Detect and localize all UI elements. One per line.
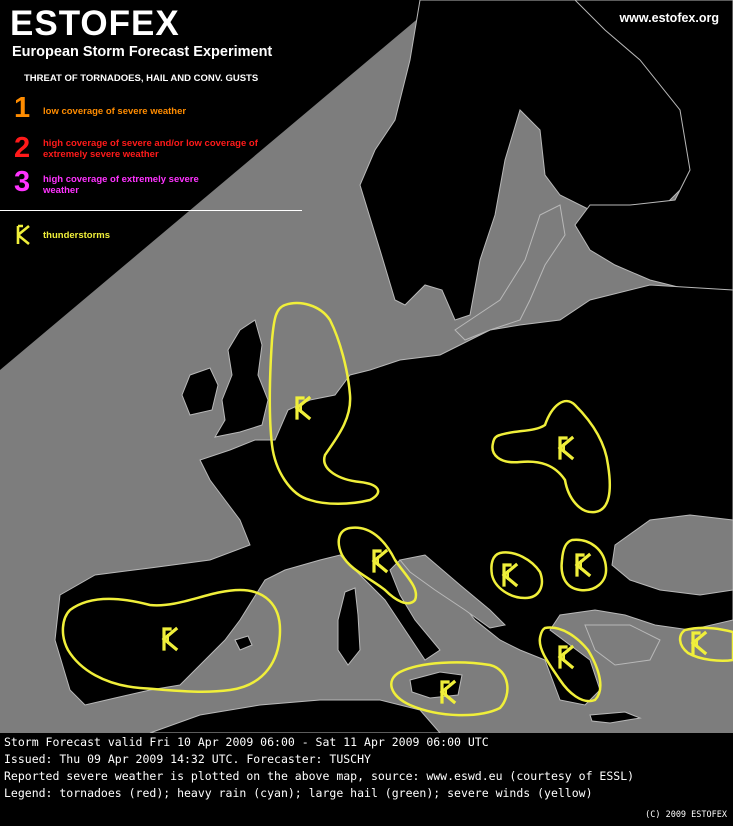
- thunderstorm-k-icon: [693, 633, 705, 653]
- legend-heading: THREAT OF TORNADOES, HAIL AND CONV. GUSTS: [24, 73, 259, 84]
- land-mallorca: [235, 636, 252, 650]
- level-1-number: 1: [14, 92, 31, 124]
- land-britain: [215, 320, 268, 437]
- land-corsica-sardinia: [338, 588, 360, 665]
- forecast-footer: [0, 733, 733, 826]
- thunderstorm-k-icon: [14, 224, 34, 246]
- land-crete: [590, 712, 640, 723]
- level-2-description: high coverage of severe and/or low coverage of extremely severe weather: [43, 138, 258, 160]
- land-ireland: [182, 368, 218, 415]
- level-2-number: 2: [14, 132, 31, 164]
- legend-colors: Legend: tornadoes (red); heavy rain (cyan); large hail (green); severe winds (yellow): [4, 786, 593, 800]
- copyright: (C) 2009 ESTOFEX: [645, 810, 727, 820]
- land-sicily: [410, 672, 462, 698]
- land-africa: [150, 700, 440, 733]
- legend-divider: [0, 210, 302, 211]
- valid-period: Storm Forecast valid Fri 10 Apr 2009 06:00 - Sat 11 Apr 2009 06:00 UTC: [4, 735, 489, 749]
- thunderstorm-legend-label: thunderstorms: [43, 230, 111, 241]
- site-url[interactable]: www.estofex.org: [619, 11, 719, 25]
- level-3-description: high coverage of extremely severe weather: [43, 174, 199, 196]
- level-1-description: low coverage of severe weather: [43, 106, 187, 117]
- issued-info: Issued: Thu 09 Apr 2009 14:32 UTC. Forecaster: TUSCHY: [4, 752, 371, 766]
- level-3-number: 3: [14, 166, 31, 198]
- brand-title: ESTOFEX: [10, 4, 180, 43]
- reports-source: Reported severe weather is plotted on the above map, source: www.eswd.eu (courtesy of ESSL): [4, 769, 635, 783]
- brand-subtitle: European Storm Forecast Experiment: [12, 44, 273, 60]
- sea-aegean: [585, 625, 660, 665]
